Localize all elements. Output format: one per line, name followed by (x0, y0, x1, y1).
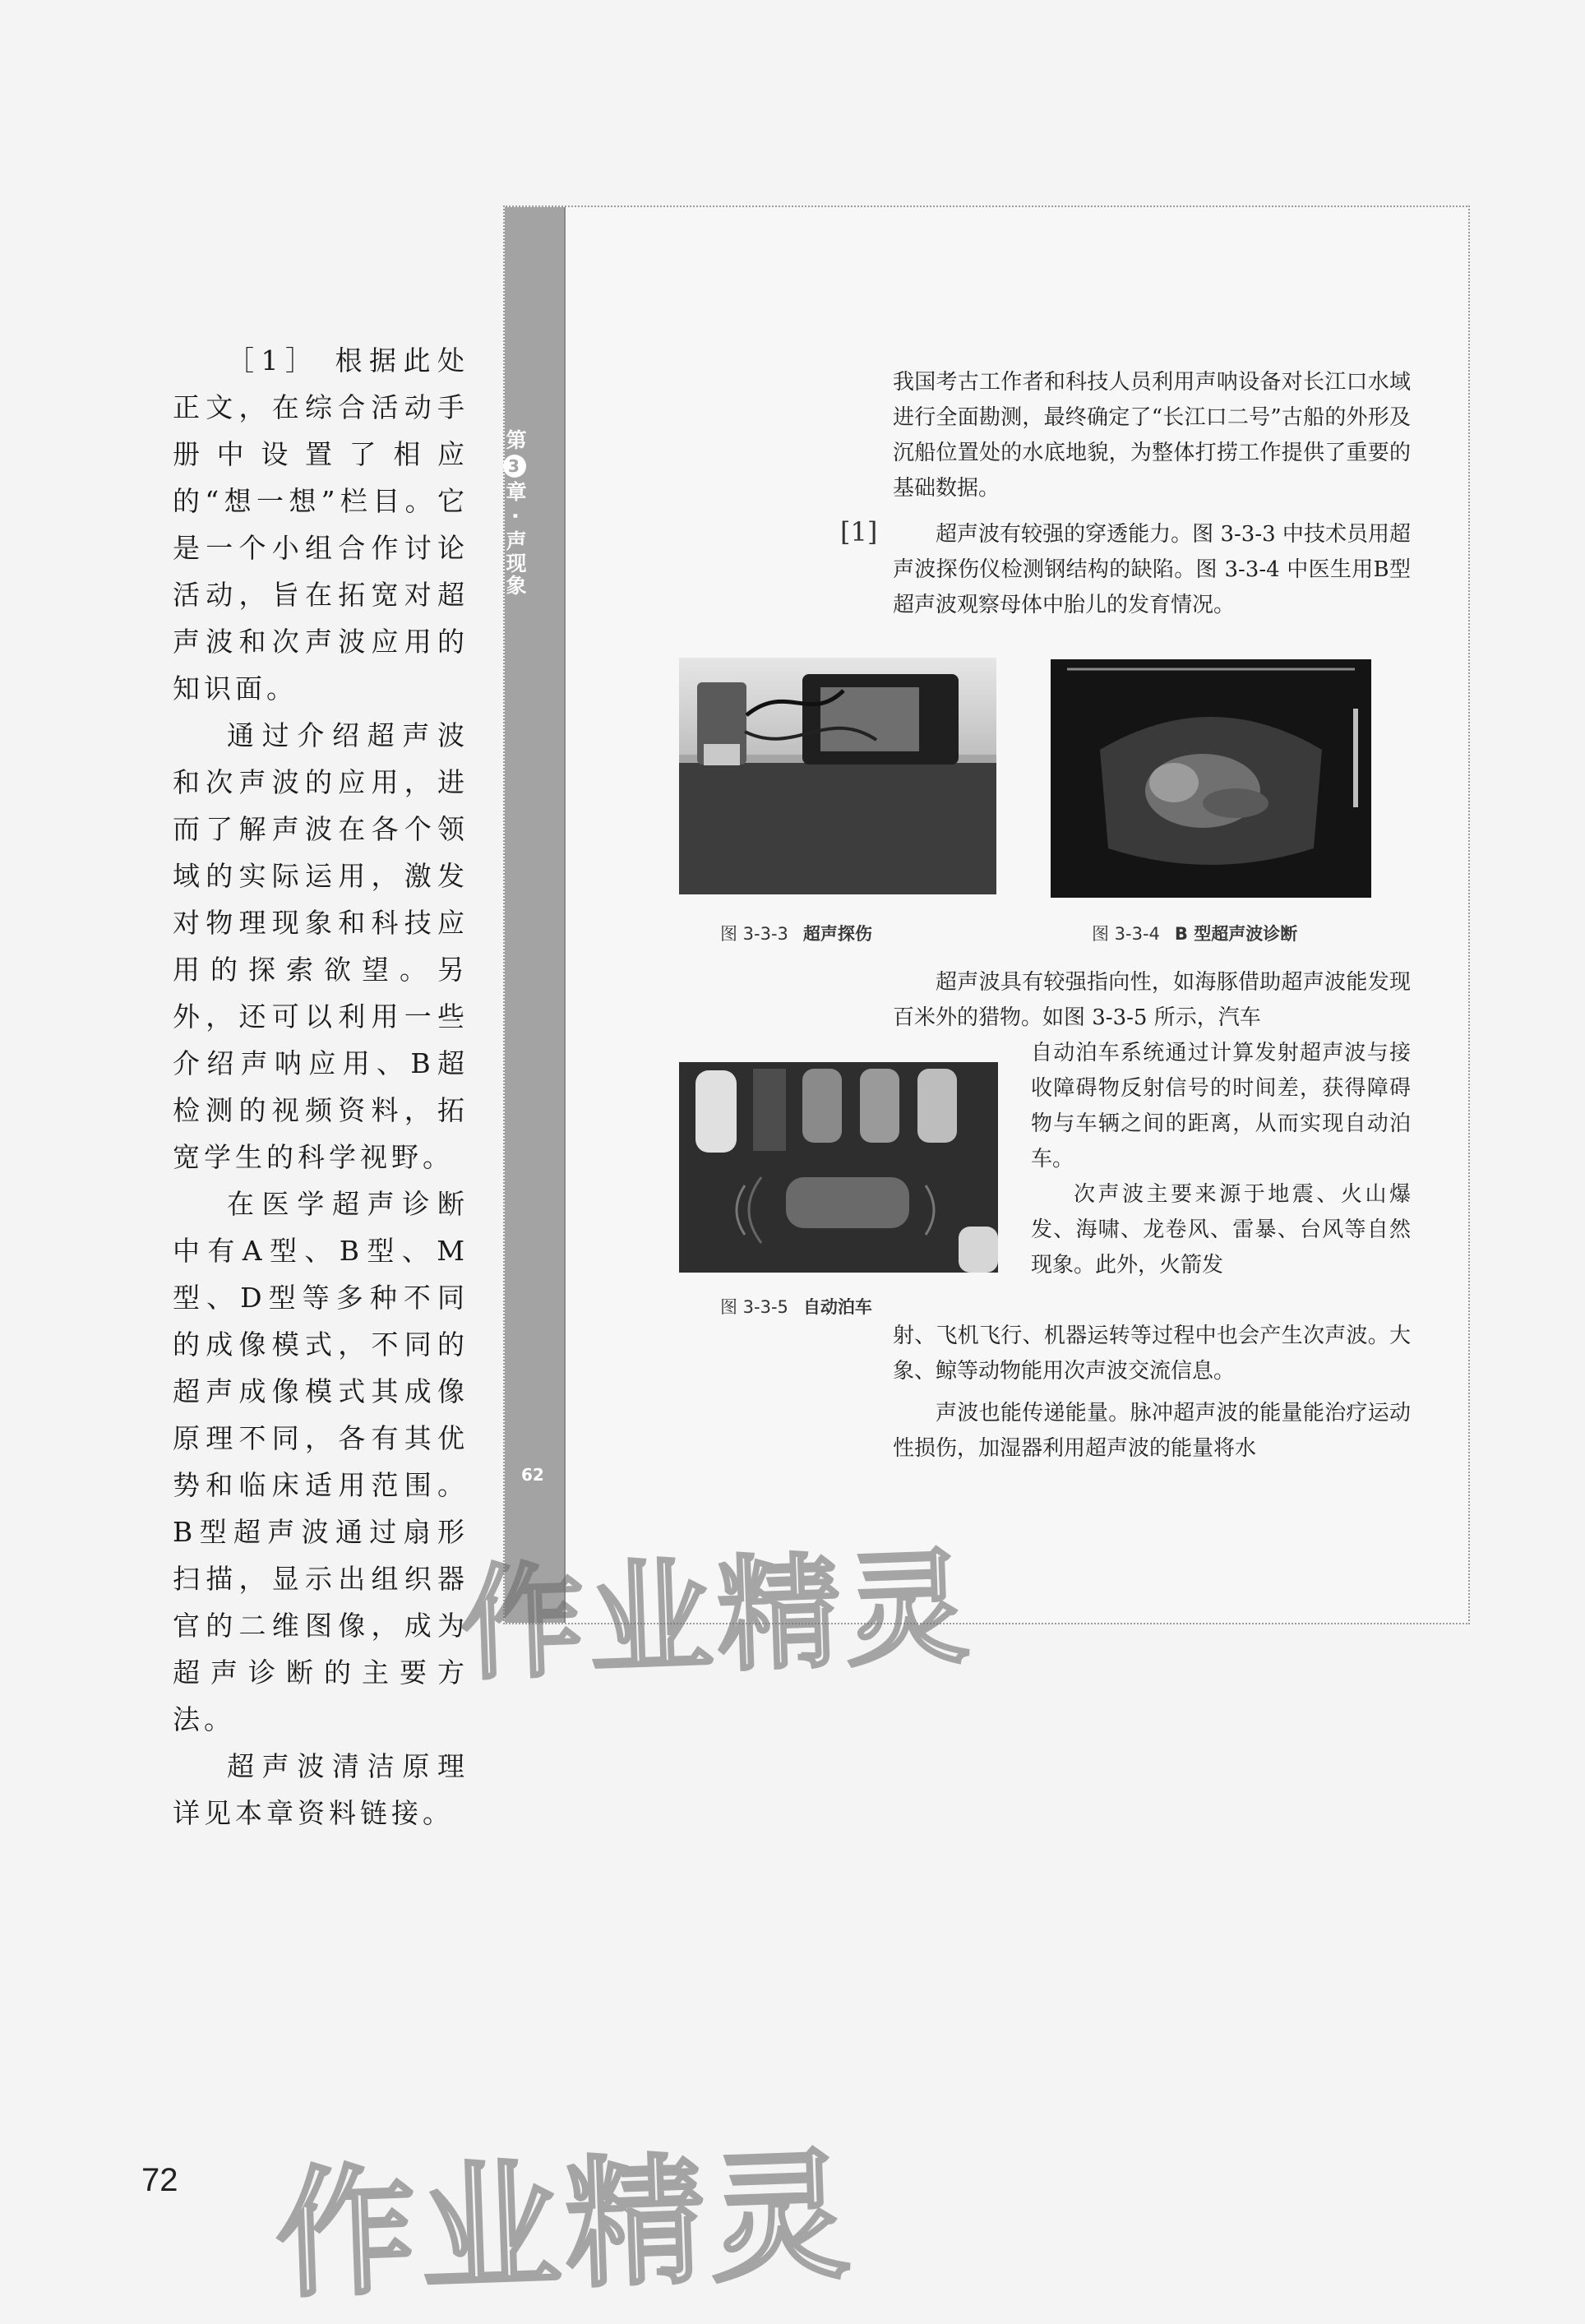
photo-ultrasonic-flaw-detection (679, 658, 996, 894)
textbook-page-number: 62 (521, 1465, 544, 1485)
figure-caption-3-3-4: 图 3-3-4 B 型超声波诊断 (1092, 924, 1298, 944)
annotation-paragraph: 通过介绍超声波和次声波的应用，进而了解声波在各个领域的实际运用，激发对物理现象和科技应用的探索欲望。另外，还可以利用一些介绍声呐应用、B超检测的视频资料，拓宽学生的科学视野。 (173, 719, 469, 1173)
paragraph-directivity-lead: 超声波具有较强指向性，如海豚借助超声波能发现百米外的猎物。如图 3-3-5 所示，汽车 (893, 970, 1411, 1030)
watermark-logo: 作业精灵 (458, 1536, 977, 1698)
b-ultrasound-image (1051, 659, 1371, 898)
photo-b-ultrasound (1051, 659, 1371, 898)
chapter-prefix: 第 (503, 429, 527, 451)
figure-caption-3-3-3: 图 3-3-3 超声探伤 (720, 924, 872, 944)
paragraph-sonar: 我国考古工作者和科技人员利用声呐设备对长江口水域进行全面勘测，最终确定了“长江口二号”古船的外形及沉船位置处的水底地貌，为整体打捞工作提供了重要的基础数据。 (893, 370, 1411, 501)
annotation-paragraph: 在医学超声诊断中有A型、B型、M型、D型等多种不同的成像模式，不同的超声成像模式其成像原理不同，各有其优势和临床适用范围。B型超声波通过扇形扫描，显示出组织器官的二维图像，成为超声诊断的主要方法。 (173, 1188, 469, 1735)
figure-caption-3-3-5: 图 3-3-5 自动泊车 (720, 1297, 872, 1317)
paragraph-directivity-wrap: 自动泊车系统通过计算发射超声波与接收障碍物反射信号的时间差，获得障碍物与车辆之间的距离，从而实现自动泊车。 (1031, 1041, 1411, 1171)
annotation-paragraph: ［1］ 根据此处正文，在综合活动手册中设置了相应的“想一想”栏目。它是一个小组合作讨论活动，旨在拓宽对超声波和次声波应用的知识面。 (173, 344, 469, 705)
paragraph-energy: 声波也能传递能量。脉冲超声波的能量能治疗运动性损伤，加湿器利用超声波的能量将水 (893, 1401, 1411, 1461)
reference-marker: [1] (840, 516, 878, 548)
textbook-page (503, 206, 1470, 1624)
watermark-logo: 作业精灵 (273, 2134, 857, 2318)
paragraph-infrasound-full: 射、飞机飞行、机器运转等过程中也会产生次声波。大象、鲸等动物能用次声波交流信息。 (893, 1324, 1411, 1384)
paragraph-penetration: 超声波有较强的穿透能力。图 3-3-3 中技术员用超声波探伤仪检测钢结构的缺陷。图 3-3-4 中医生用B型超声波观察母体中胎儿的发育情况。 (893, 522, 1411, 617)
chapter-side-strip (505, 207, 564, 1623)
flaw-detector-image (679, 658, 996, 894)
photo-automatic-parking (679, 1062, 998, 1273)
chapter-suffix: 章 · 声现象 (503, 481, 527, 597)
paragraph-infrasound-wrap: 次声波主要来源于地震、火山爆发、海啸、龙卷风、雷暴、台风等自然现象。此外，火箭发 (1031, 1182, 1411, 1278)
annotation-column (173, 337, 469, 1837)
annotation-paragraph: 超声波清洁原理详见本章资料链接。 (173, 1750, 469, 1829)
chapter-number-badge: 3 (503, 455, 526, 478)
parking-image (679, 1062, 998, 1273)
page-number: 72 (141, 2162, 178, 2198)
